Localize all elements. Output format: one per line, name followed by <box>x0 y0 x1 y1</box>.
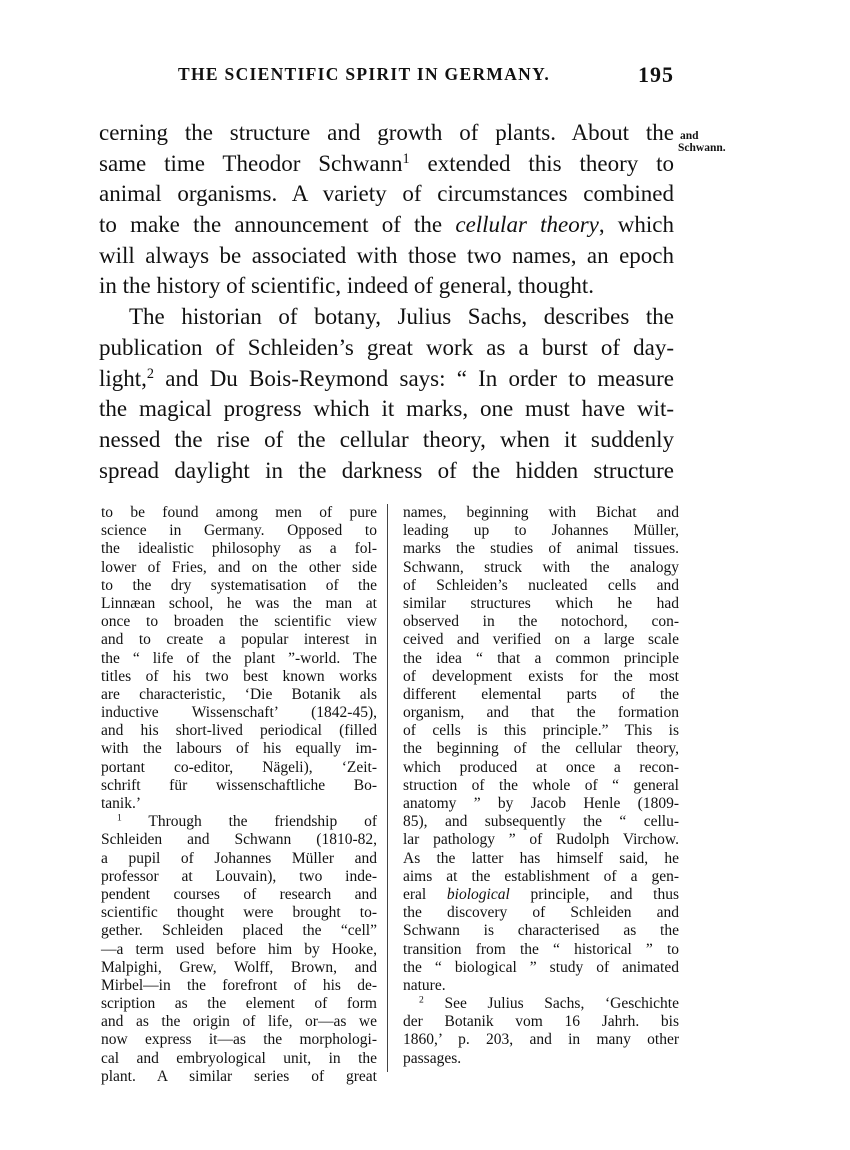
footnote-line: gether. Schleiden placed the “cell” <box>101 922 377 940</box>
text-line: in the history of scientific, indeed of general, thought. <box>99 273 595 299</box>
footnote-line: once to broaden the scientific view <box>101 613 377 631</box>
footnote-column-right <box>403 504 679 1068</box>
text-fragment: to make the announcement of the <box>99 212 443 238</box>
footnote-line: to be found among men of pure <box>101 504 377 521</box>
footnote-line: with the labours of his equally im- <box>101 740 377 758</box>
text-line: nessed the rise of the cellular theory, when it suddenly <box>99 426 674 452</box>
footnote-line: transition from the “ historical ” to <box>403 940 679 958</box>
text-fragment: , which <box>598 212 675 238</box>
footnote-marker: 1 <box>117 812 122 824</box>
text-line <box>99 364 674 395</box>
text-line: The historian of botany, Julius Sachs, describes the <box>129 304 674 330</box>
footnote-line: inductive Wissenschaft’ (1842-45), <box>101 704 377 722</box>
text-line: cerning the structure and growth of plants. About the <box>99 120 674 145</box>
text-fragment: same time Theodor Schwann <box>99 150 403 176</box>
footnote-reference: 2 <box>146 365 155 382</box>
margin-note-line: and <box>680 130 699 142</box>
footnote-line: and as the origin of life, or—as we <box>101 1013 377 1031</box>
text-fragment: light, <box>99 365 147 391</box>
footnote-line: the “ biological ” study of animated <box>403 958 679 976</box>
footnote-line: aims at the establishment of a gen- <box>403 867 679 885</box>
text-fragment: extended this theory to <box>427 150 674 176</box>
footnote-line: 85), and subsequently the “ cellu- <box>403 813 679 831</box>
footnote-line: schrift für wissenschaftliche Bo- <box>101 776 377 794</box>
text-fragment: eral <box>403 885 427 903</box>
text-line: the magical progress which it marks, one must have wit- <box>99 396 674 422</box>
text-fragment: See Julius Sachs, ‘Geschichte <box>444 995 679 1013</box>
footnote-line: science in Germany. Opposed to <box>101 522 377 540</box>
margin-note <box>678 130 768 154</box>
footnote-line: tanik.’ <box>101 795 142 812</box>
main-text <box>99 118 674 486</box>
footnote-line: 1860,’ p. 203, and in many other <box>403 1031 679 1049</box>
footnote-line <box>403 886 679 904</box>
footnote-line: der Botanik vom 16 Jahrh. bis <box>403 1013 679 1031</box>
footnote-line: —a term used before him by Hooke, <box>101 940 377 958</box>
text-line: will always be associated with those two names, an epoch <box>99 242 674 268</box>
footnote-line: a pupil of Johannes Müller and <box>101 849 377 867</box>
footnote-line: different elemental parts of the <box>403 685 679 703</box>
page-header <box>178 64 674 94</box>
footnote-line: portant co-editor, Nägeli), ‘Zeit- <box>101 758 377 776</box>
footnote-line: plant. A similar series of great <box>101 1067 377 1085</box>
footnote-line: Schwann, struck with the analogy <box>403 558 679 576</box>
text-line: animal organisms. A variety of circumstances combined <box>99 181 674 207</box>
footnote-line: which produced at once a recon- <box>403 758 679 776</box>
footnote-line: anatomy ” by Jacob Henle (1809- <box>403 795 679 812</box>
text-fragment: Through the friendship of <box>148 813 377 831</box>
footnote-line: observed in the notochord, con- <box>403 613 679 631</box>
footnote-line: Mirbel—in the forefront of his de- <box>101 976 377 994</box>
footnote-line: passages. <box>403 1049 462 1067</box>
footnote-line: the idealistic philosophy as a fol- <box>101 540 377 558</box>
footnote-line: pendent courses of research and <box>101 885 377 903</box>
footnote-line: titles of his two best known works <box>101 667 377 685</box>
page-number: 195 <box>638 62 674 87</box>
footnote-line: names, beginning with Bichat and <box>403 504 679 521</box>
footnote-line: the discovery of Schleiden and <box>403 904 679 922</box>
footnote-line: now express it—as the morphologi- <box>101 1031 377 1049</box>
text-fragment: principle, and thus <box>530 885 680 903</box>
text-line <box>99 149 674 180</box>
footnote-line: professor at Louvain), two inde- <box>101 867 377 885</box>
footnote-line: and to create a popular interest in <box>101 631 377 649</box>
footnotes <box>101 504 679 1084</box>
column-divider <box>387 504 388 1072</box>
footnote-line: similar structures which he had <box>403 594 679 612</box>
italic-term: biological <box>446 885 510 903</box>
footnote-line: to the dry systematisation of the <box>101 576 377 594</box>
footnote-line: Schleiden and Schwann (1810-82, <box>101 831 377 849</box>
footnote-line: organism, and that the formation <box>403 704 679 722</box>
footnote-line: and his short-lived periodical (filled <box>101 722 377 740</box>
footnote-line: ceived and verified on a large scale <box>403 631 679 649</box>
footnote-line: scientific thought were brought to- <box>101 904 377 922</box>
footnote-line: the idea “ that a common principle <box>403 649 679 667</box>
footnote-line <box>101 813 377 831</box>
footnote-line: As the latter has himself said, he <box>403 849 679 867</box>
footnote-line: of Schleiden’s nucleated cells and <box>403 576 679 594</box>
text-fragment: and Du Bois-Reymond says: “ In order to measure <box>165 365 674 391</box>
footnote-line: the beginning of the cellular theory, <box>403 740 679 758</box>
footnote-line: Linnæan school, he was the man at <box>101 594 377 612</box>
margin-note-line: Schwann. <box>678 142 726 154</box>
footnote-line: lar pathology ” of Rudolph Virchow. <box>403 831 679 849</box>
footnote-line: nature. <box>403 976 446 994</box>
italic-term: cellular theory <box>455 212 599 238</box>
text-line: spread daylight in the darkness of the hidden structure <box>99 457 674 483</box>
footnote-line: Schwann is characterised as the <box>403 922 679 940</box>
footnote-line: the “ life of the plant ”-world. The <box>101 649 377 667</box>
footnote-line: cal and embryological unit, in the <box>101 1049 377 1067</box>
footnote-reference: 1 <box>402 150 410 167</box>
footnote-marker: 2 <box>419 994 424 1006</box>
footnote-line: of development exists for the most <box>403 667 679 685</box>
running-title: THE SCIENTIFIC SPIRIT IN GERMANY. <box>178 64 551 84</box>
text-line <box>99 210 674 241</box>
footnote-column-left <box>101 504 377 1086</box>
text-line: publication of Schleiden’s great work as a burst of day- <box>99 334 674 360</box>
footnote-line: marks the studies of animal tissues. <box>403 540 679 558</box>
footnote-line: lower of Fries, and on the other side <box>101 558 377 576</box>
footnote-line: of cells is this principle.” This is <box>403 722 679 740</box>
footnote-line: struction of the whole of “ general <box>403 776 679 794</box>
footnote-line: leading up to Johannes Müller, <box>403 522 679 540</box>
footnote-line <box>403 995 679 1013</box>
footnote-line: are characteristic, ‘Die Botanik als <box>101 685 377 703</box>
footnote-line: scription as the element of form <box>101 995 377 1013</box>
footnote-line: Malpighi, Grew, Wolff, Brown, and <box>101 958 377 976</box>
